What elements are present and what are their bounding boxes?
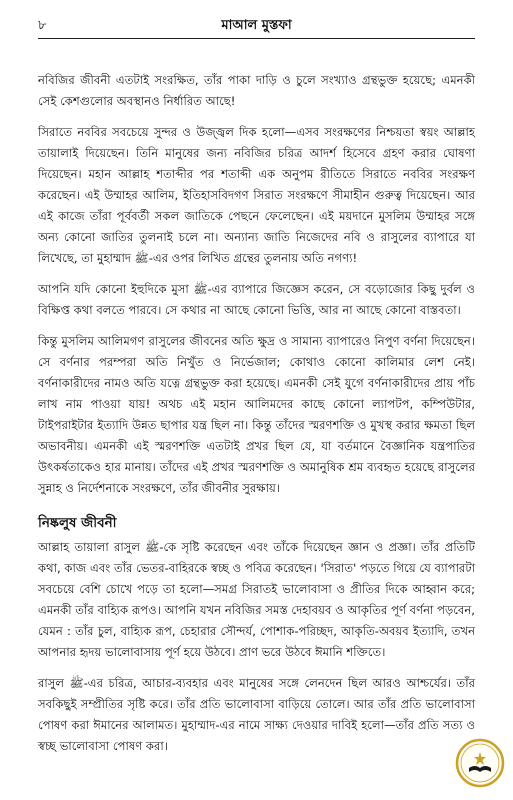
logo-ring — [457, 740, 503, 786]
paragraph: আল্লাহ তায়ালা রাসুল ﷺ-কে সৃষ্টি করেছেন এবং তাঁকে দিয়েছেন জ্ঞান ও প্রজ্ঞা। তাঁর প্রতিটি কথা, কাজ এবং তাঁর ভেতর-বাহিরকে স্বচ্ছ ও পবিত্র করেছেন। 'সিরাত' পড়তে গিয়ে যে ব্যাপারটা সবচেয়ে বেশি চোখে পড়ে তা হলো—সমগ্র সিরাতই ভালোবাসা ও প্রীতির দিকে আহ্বান করে; এমনকী তাঁর বাহ্যিক রূপও। আপনি যখন নবিজির সমস্ত দেহাবয়ব ও আকৃতির পূর্ণ বর্ণনা পড়বেন, যেমন : তাঁর চুল, বাহ্যিক রূপ, চেহারার সৌন্দর্য, পোশাক-পরিচ্ছদ, আকৃতি-অবয়ব ইত্যাদি, তখন আপনার হৃদয় ভালোবাসায় পূর্ণ হয়ে উঠবে। প্রাণ ভরে উঠবে ঈমানি শক্তিতে। — [38, 540, 475, 659]
paragraph: নবিজির জীবনী এতটাই সংরক্ষিত, তাঁর পাকা দাড়ি ও চুলে সংখ্যাও গ্রন্থভুক্ত হয়েছে; এমনকী সেই কেশগুলোর অবস্থানও নির্ধারিত আছে! — [38, 73, 475, 108]
paragraph: আপনি যদি কোনো ইহুদিকে মুসা ﷺ-এর ব্যাপারে জিজ্ঞেস করেন, সে বড়োজোর কিছু দুর্বল ও বিক্ষিপ্ত কথা বলতে পারবে। সে কথার না আছে কোনো ভিত্তি, আর না আছে কোনো বাস্তবতা। — [38, 282, 475, 317]
publisher-logo-icon — [455, 738, 505, 788]
publisher-logo-graphic — [455, 738, 505, 788]
page-number: ৮ — [38, 18, 47, 33]
paragraph: রাসুল ﷺ-এর চরিত্র, আচার-ব্যবহার এবং মানুষের সঙ্গে লেনদেন ছিল আরও আশ্চর্যের। তাঁর সবকিছুই সম্প্রীতির সৃষ্টি করে। তাঁর প্রতি ভালোবাসা বাড়িয়ে তোলে। আর তাঁর প্রতি ভালোবাসা পোষণ করা ঈমানের আলামত। মুহাম্মাদ-এর নামে সাক্ষ্য দেওয়ার দাবিই হলো—তাঁর প্রতি সত্য ও স্বচ্ছ ভালোবাসা পোষণ করা। — [38, 676, 475, 753]
body-text — [38, 70, 475, 767]
running-title: মাআল মুস্তফা — [221, 18, 292, 33]
header-rule — [38, 38, 475, 39]
section-heading: নিষ্কলুষ জীবনী — [38, 515, 117, 531]
paragraph: সিরাতে নববির সবচেয়ে সুন্দর ও উজ্জ্বল দিক হলো—এসব সংরক্ষণের নিশ্চয়তা স্বয়ং আল্লাহ তায়ালাই দিয়েছেন। তিনি মানুষের জন্য নবিজির চরিত্র আদর্শ হিসেবে গ্রহণ করার ঘোষণা দিয়েছেন। মহান আল্লাহ শতাব্দীর পর শতাব্দী এক অনুপম রীতিতে সিরাতে নববির সংরক্ষণ করেছেন। এই উম্মাহর আলিম, ইতিহাসবিদগণ সিরাত সংরক্ষণে সীমাহীন গুরুত্ব দিয়েছেন। আর এই কাজে তাঁরা পূর্ববর্তী সকল জাতিকে পেছনে ফেলেছেন। এই ময়দানে মুসলিম উম্মাহর সঙ্গে অন্য কোনো জাতির তুলনাই চলে না। অন্যান্য জাতি নিজেদের নবি ও রাসুলের ব্যাপারে যা লিখেছে, তা মুহাম্মাদ ﷺ-এর ওপর লিখিত গ্রন্থের তুলনায় অতি নগণ্য! — [38, 125, 475, 265]
page-header — [38, 14, 475, 40]
paragraph: কিন্তু মুসলিম আলিমগণ রাসুলের জীবনের অতি ক্ষুদ্র ও সামান্য ব্যাপারেও নিপুণ বর্ণনা দিয়েছেন। সে বর্ণনার পরম্পরা অতি নিখুঁত ও নির্ভেজাল; কোথাও কোনো কালিমার লেশ নেই। বর্ণনাকারীদের নামও অতি যত্নে গ্রন্থভুক্ত করা হয়েছে। এমনকী সেই যুগে বর্ণনাকারীদের প্রায় পাঁচ লাখ নাম পাওয়া যায়! অথচ এই মহান আলিমদের কাছে কোনো ল্যাপটপ, কম্পিউটার, টাইপরাইটার ইত্যাদি উন্নত ছাপার যন্ত্র ছিল না। কিন্তু তাঁদের স্মরণশক্তি ও মুখস্থ করার ক্ষমতা ছিল অভাবনীয়। এমনকী এই স্মরণশক্তি এতটাই প্রখর ছিল যে, যা বর্তমানে বৈজ্ঞানিক যন্ত্রপাতির উৎকর্ষতাকেও হার মানায়। তাঁদের এই প্রখর স্মরণশক্তি ও অমানুষিক শ্রম ব্যবহৃত হয়েছে রাসুলের সুন্নাহ ও নির্দেশনাকে সংরক্ষণে, তাঁর জীবনীর সুরক্ষায়। — [38, 334, 475, 495]
